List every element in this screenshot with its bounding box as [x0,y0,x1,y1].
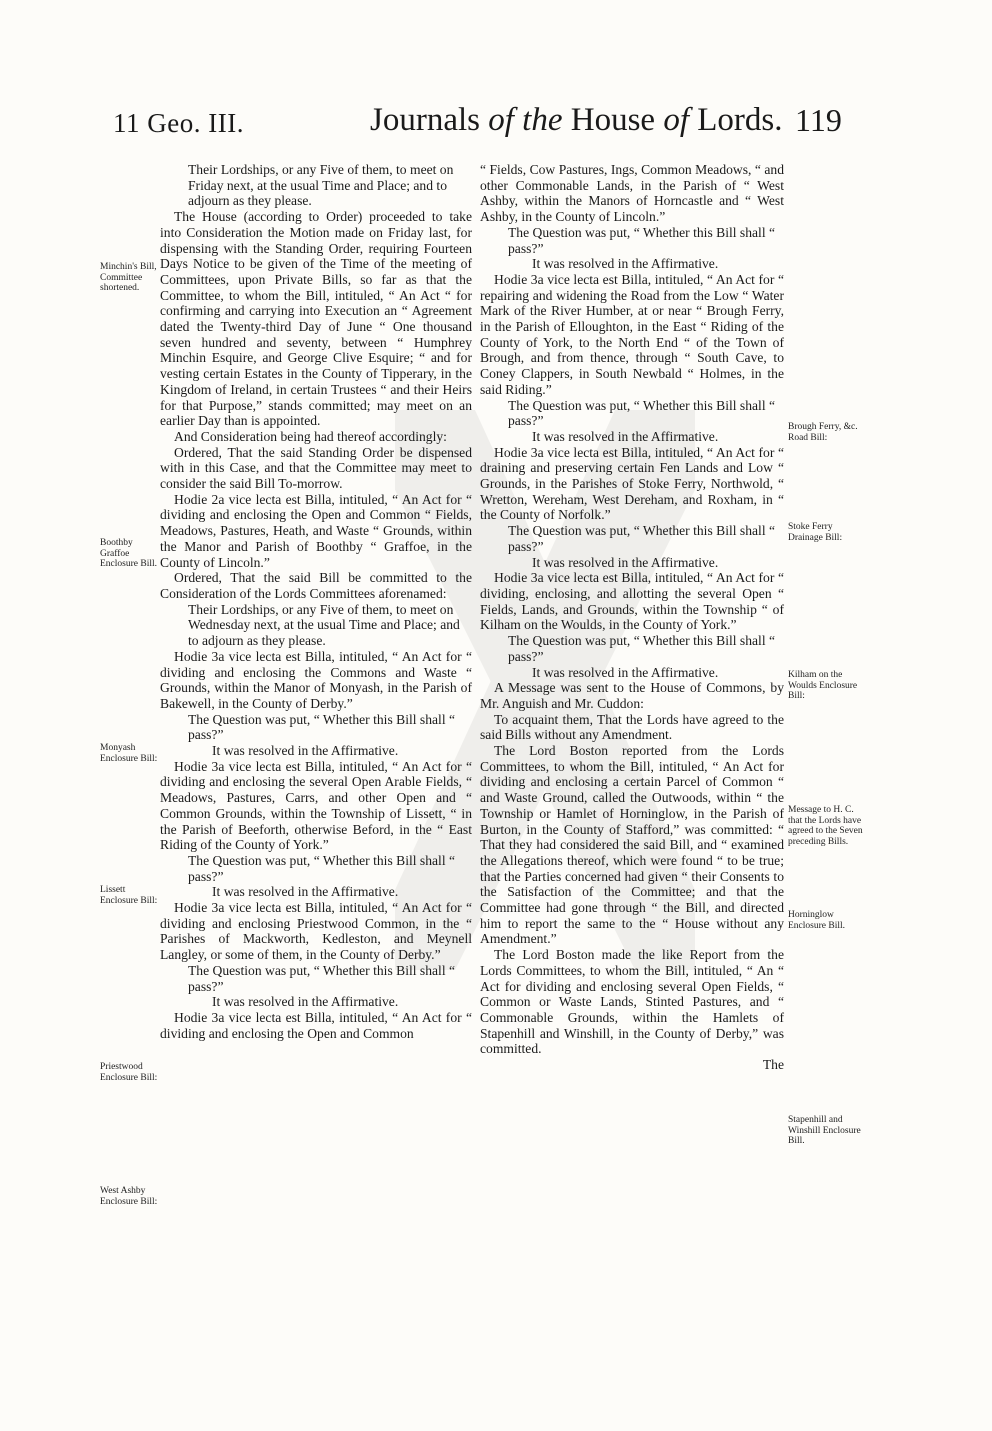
journal-title [370,102,782,139]
right-column [480,162,784,1073]
catchword: The [762,1057,784,1073]
right-column-paragraph: It was resolved in the Affirmative. [532,256,719,272]
left-column-paragraph: The Question was put, “ Whether this Bill shall “ pass?” [188,852,456,884]
right-column-paragraph: It was resolved in the Affirmative. [532,554,719,570]
right-column-paragraph: It was resolved in the Affirmative. [532,664,719,680]
left-column-paragraph: Their Lordships, or any Five of them, to meet on Wednesday next, at the usual Time and Place; and to adjourn as they please. [188,601,460,649]
left-column [160,162,472,1041]
right-column-paragraph: The Lord Boston made the like Report from the Lords Committees, to whom the Bill, intituled, “ An “ Act for dividing and enclosing several Open Fields, “ Common or Waste Lands, Stinted Pastures, and “ Commonable Grounds, within the Hamlets of Stapenhill and Winshill, in the County of Derby,” was committed. [480,947,784,1057]
left-column-paragraph: It was resolved in the Affirmative. [212,994,399,1010]
left-column-paragraph: Hodie 3a vice lecta est Billa, intituled, “ An Act for “ dividing and enclosing the Open and Common [160,1009,472,1041]
left-column-paragraph: It was resolved in the Affirmative. [212,884,399,900]
right-column-paragraph: The Question was put, “ Whether this Bill shall “ pass?” [508,397,776,429]
title-part-of: of [663,102,689,138]
right-margin-note: Stapenhill and Winshill Enclosure Bill. [788,1115,861,1146]
regnal-year: 11 Geo. III. [113,108,244,138]
left-margin-note: Minchin's Bill, Committee shortened. [100,262,157,293]
left-margin-note: West Ashby Enclosure Bill: [100,1186,158,1207]
left-column-paragraph: Hodie 3a vice lecta est Billa, intituled, “ An Act for “ dividing and enclosing the Commons and Waste “ Grounds, within the Manor of Monyash, in the Parish of Bakewell, in the County of Derby.” [160,648,472,711]
right-column-paragraph: The Question was put, “ Whether this Bill shall “ pass?” [508,633,776,664]
left-column-paragraph: It was resolved in the Affirmative. [212,743,399,759]
title-part-house: House [562,102,664,138]
page-header [0,98,992,148]
left-column-paragraph: The Question was put, “ Whether this Bill shall “ pass?” [188,711,456,743]
right-column-paragraph: To acquaint them, That the Lords have agreed to the said Bills without any Amendment. [480,711,784,743]
left-column-paragraph: Hodie 3a vice lecta est Billa, intituled, “ An Act for “ dividing and enclosing the several Open Arable Fields, “ Meadows, Pastures, Carrs, and other Open and “ Common Grounds, within the Township of Lissett, “ in the Parish of Beeforth, otherwise Beford, in the “ East Riding of the County of York.” [160,758,472,853]
left-column-paragraph: Ordered, That the said Bill be committed to the Consideration of the Lords Committees aforenamed: [160,570,472,601]
left-margin-note: Priestwood Enclosure Bill: [100,1062,158,1083]
right-margin-note: Stoke Ferry Drainage Bill: [788,522,843,543]
right-margin-note: Message to H. C. that the Lords have agreed to the Seven preceding Bills. [788,805,863,847]
right-column-paragraph: Hodie 3a vice lecta est Billa, intituled, “ An Act for “ repairing and widening the Road from the Low “ Water Mark of the River Humber, at or near “ Brough Ferry, in the Parish of Elloughton, in the East “ Riding of the County of York, to the North End “ of the Town of Brough, and from thence, through “ South Cave, to Coney Clappers, in South Newbald “ Holmes, in the said Riding.” [480,271,784,397]
right-margin-note: Kilham on the Woulds Enclosure Bill: [788,670,858,701]
right-column-paragraph: It was resolved in the Affirmative. [532,428,719,444]
left-margin-note: Lissett Enclosure Bill: [100,885,158,906]
right-margin-note: Brough Ferry, &c. Road Bill: [788,422,858,443]
page-number: 119 [795,102,842,138]
right-margin-note: Horninglow Enclosure Bill. [788,910,845,931]
right-column-paragraph: Hodie 3a vice lecta est Billa, intituled, “ An Act for “ dividing, enclosing, and allotting the several Open “ Fields, Lands, and Grounds, within the Township “ of Kilham on the Woulds, in the County of York.” [480,570,784,633]
right-column-paragraph: The Question was put, “ Whether this Bill shall “ pass?” [508,224,776,256]
left-column-paragraph: Ordered, That the said Standing Order be dispensed with in this Case, and that the Committee may meet to consider the said Bill To-morrow. [160,444,472,492]
left-column-paragraph: The Question was put, “ Whether this Bill shall “ pass?” [188,962,456,994]
right-column-paragraph: The Lord Boston reported from the Lords Committees, to whom the Bill, intituled, “ An Act for dividing and enclosing a certain Parcel of Common “ and Waste Ground, called the Outwoods, within “ the Township or Hamlet of Horninglow, in the Parish of Burton, in the County of Stafford,” was committed: “ That they had considered the said Bill, and “ examined the Allegations thereof, which were found “ to be true; that the Parties concerned had given “ their Consents to the Satisfaction of the Committee; and that the Committee had gone through “ the Bill, and directed him to report the same to the “ House without any Amendment.” [480,743,784,947]
left-column-paragraph: Hodie 3a vice lecta est Billa, intituled, “ An Act for “ dividing and enclosing Priestwood Common, in the “ Parishes of Mackworth, Kedleston, and Meynell Langley, or some of them, in the County of Derby.” [160,900,472,963]
title-part-of-the: of the [488,102,563,138]
right-column-paragraph: The Question was put, “ Whether this Bill shall “ pass?” [508,523,776,554]
left-column-paragraph: Hodie 2a vice lecta est Billa, intituled, “ An Act for “ dividing and enclosing the Open and Common “ Fields, Meadows, Pastures, Heath, and Waste “ Grounds, within the Manor and Parish of Boothby “ Graffoe, in the County of Lincoln.” [160,491,472,570]
title-part-lords: Lords. [688,102,783,138]
right-column-paragraph: Hodie 3a vice lecta est Billa, intituled, “ An Act for “ draining and preserving certain Fen Lands and Low “ Grounds, in the Parishes of Stoke Ferry, Northwold, “ Wretton, Wereham, West Dereham, and Roxham, in “ the County of Norfolk.” [480,444,784,523]
left-margin-note: Monyash Enclosure Bill: [100,743,158,764]
right-column-paragraph: “ Fields, Cow Pastures, Ings, Common Meadows, “ and other Commonable Lands, in the Parish of “ West Ashby, within the Manors of Horncastle and “ West Ashby, in the County of Lincoln.” [480,162,784,225]
left-margin-note: Boothby Graffoe Enclosure Bill. [100,538,157,569]
right-column-paragraph: A Message was sent to the House of Commons, by Mr. Anguish and Mr. Cuddon: [480,680,784,711]
title-part-journals: Journals [370,102,489,138]
left-column-paragraph: And Consideration being had thereof accordingly: [174,428,447,444]
left-column-paragraph: The House (according to Order) proceeded to take into Consideration the Motion made on Friday last, for dispensing with the Standing Order, requiring Fourteen Days Notice to be given of the Time of the meeting of Committees, upon Private Bills, so far as that the Committee, to whom the Bill, intituled, “ An Act “ for confirming and carrying into Execution an “ Agreement dated the Twenty-third Day of June “ One thousand seven hundred and seventy, between “ Humphrey Minchin Esquire, and George Clive Esquire; “ and for vesting certain Estates in the County of Tipperary, in the Kingdom of Ireland, in certain Trustees “ and their Heirs for that Purpose,” stands committed; may meet on an earlier Day than is appointed. [160,209,472,429]
left-column-paragraph: Their Lordships, or any Five of them, to meet on Friday next, at the usual Time and Place; and to adjourn as they please. [188,162,454,209]
